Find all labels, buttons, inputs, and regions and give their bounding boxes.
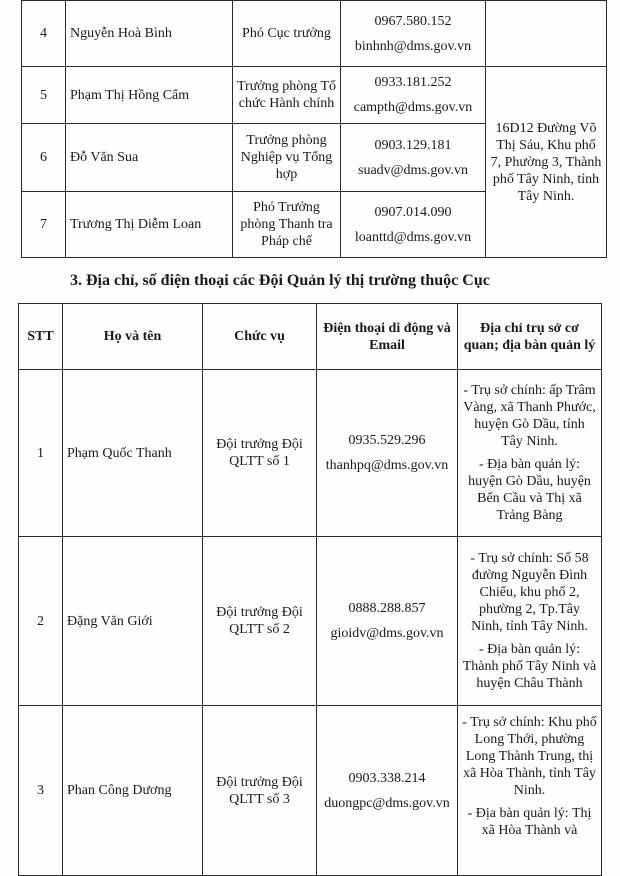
stt-cell: 4 [22,1,66,67]
phone-text: 0933.181.252 [374,75,452,90]
table-row [22,67,607,124]
header-stt: STT [19,304,63,370]
phone-text: 0888.288.857 [348,601,426,616]
email-text: duongpc@dms.gov.vn [324,795,450,811]
stt-cell: 2 [19,537,63,706]
position-cell: Trưởng phòng Tổ chức Hành chính [233,67,341,124]
email-text: thanhpq@dms.gov.vn [325,458,449,473]
email-text: loanttd@dms.gov.vn [354,229,472,245]
area-text: - Địa bàn quản lý: Thị xã Hòa Thành và [467,806,592,838]
header-address: Địa chỉ trụ sở cơ quan; địa bàn quản lý [458,304,602,370]
name-cell: Đặng Văn Giới [63,537,203,706]
table-row [19,370,602,537]
email-text: gioidv@dms.gov.vn [330,626,444,641]
address-cell [458,370,602,537]
table-row [22,1,607,67]
contact-cell [341,67,486,124]
stt-cell: 1 [19,370,63,537]
name-cell: Phạm Quốc Thanh [63,370,203,537]
name-cell: Nguyễn Hoà Bình [66,1,233,67]
position-cell: Đội trưởng Đội QLTT số 2 [203,537,317,706]
empty-cell [486,1,607,67]
table-row [19,706,602,876]
contact-cell [317,706,458,876]
contact-cell [317,370,458,537]
office-text: - Trụ sở chính: Số 58 đường Nguyễn Đình Chiểu, khu phố 2, phường 2, Tp.Tây Ninh, tỉnh Tây Ninh. [470,551,589,634]
position-cell: Phó Trưởng phòng Thanh tra Pháp chế [233,192,341,258]
contact-cell [341,192,486,258]
phone-text: 0903.338.214 [348,770,426,786]
table-header-row [19,304,602,370]
phone-text: 0907.014.090 [374,204,452,220]
stt-cell: 5 [22,67,66,124]
name-cell: Phan Công Dương [63,706,203,876]
section-heading: 3. Địa chỉ, số điện thoại các Đội Quản lý thị trường thuộc Cục [70,272,490,289]
leadership-table [21,0,607,258]
address-cell [458,706,602,876]
name-cell: Trương Thị Diễm Loan [66,192,233,258]
office-text: - Trụ sở chính: ấp Trâm Vàng, xã Thanh Phước, huyện Gò Dầu, tỉnh Tây Ninh. [463,383,596,449]
position-cell: Đội trưởng Đội QLTT số 1 [203,370,317,537]
table-row [19,537,602,706]
header-name: Họ và tên [63,304,203,370]
address-cell: 16D12 Đường Võ Thị Sáu, Khu phố 7, Phường 3, Thành phố Tây Ninh, tỉnh Tây Ninh. [486,67,607,258]
phone-text: 0903.129.181 [374,137,452,153]
email-text: binhnh@dms.gov.vn [354,38,472,54]
stt-cell: 6 [22,124,66,192]
contact-cell [317,537,458,706]
address-cell [458,537,602,706]
office-text: - Trụ sở chính: Khu phố Long Thới, phường Long Thành Trung, thị xã Hòa Thành, tỉnh Tây Ninh. [462,715,597,798]
stt-cell: 3 [19,706,63,876]
area-text: - Địa bàn quản lý: Thành phố Tây Ninh và huyện Châu Thành [462,642,597,691]
position-cell: Trưởng phòng Nghiệp vụ Tổng hợp [233,124,341,192]
header-position: Chức vụ [203,304,317,370]
stt-cell: 7 [22,192,66,258]
contact-cell [341,1,486,67]
team-table [18,303,602,876]
phone-text: 0967.580.152 [374,13,452,29]
phone-text: 0935.529.296 [348,433,426,448]
contact-cell [341,124,486,192]
area-text: - Địa bàn quản lý: huyện Gò Dầu, huyện Bến Cầu và Thị xã Trảng Bàng [468,457,591,523]
position-cell: Phó Cục trưởng [233,1,341,67]
email-text: campth@dms.gov.vn [353,100,473,115]
name-cell: Đỗ Văn Sua [66,124,233,192]
name-cell: Phạm Thị Hồng Cẩm [66,67,233,124]
email-text: suadv@dms.gov.vn [358,162,468,178]
header-contact: Điện thoại di động và Email [317,304,458,370]
position-cell: Đội trưởng Đội QLTT số 3 [203,706,317,876]
